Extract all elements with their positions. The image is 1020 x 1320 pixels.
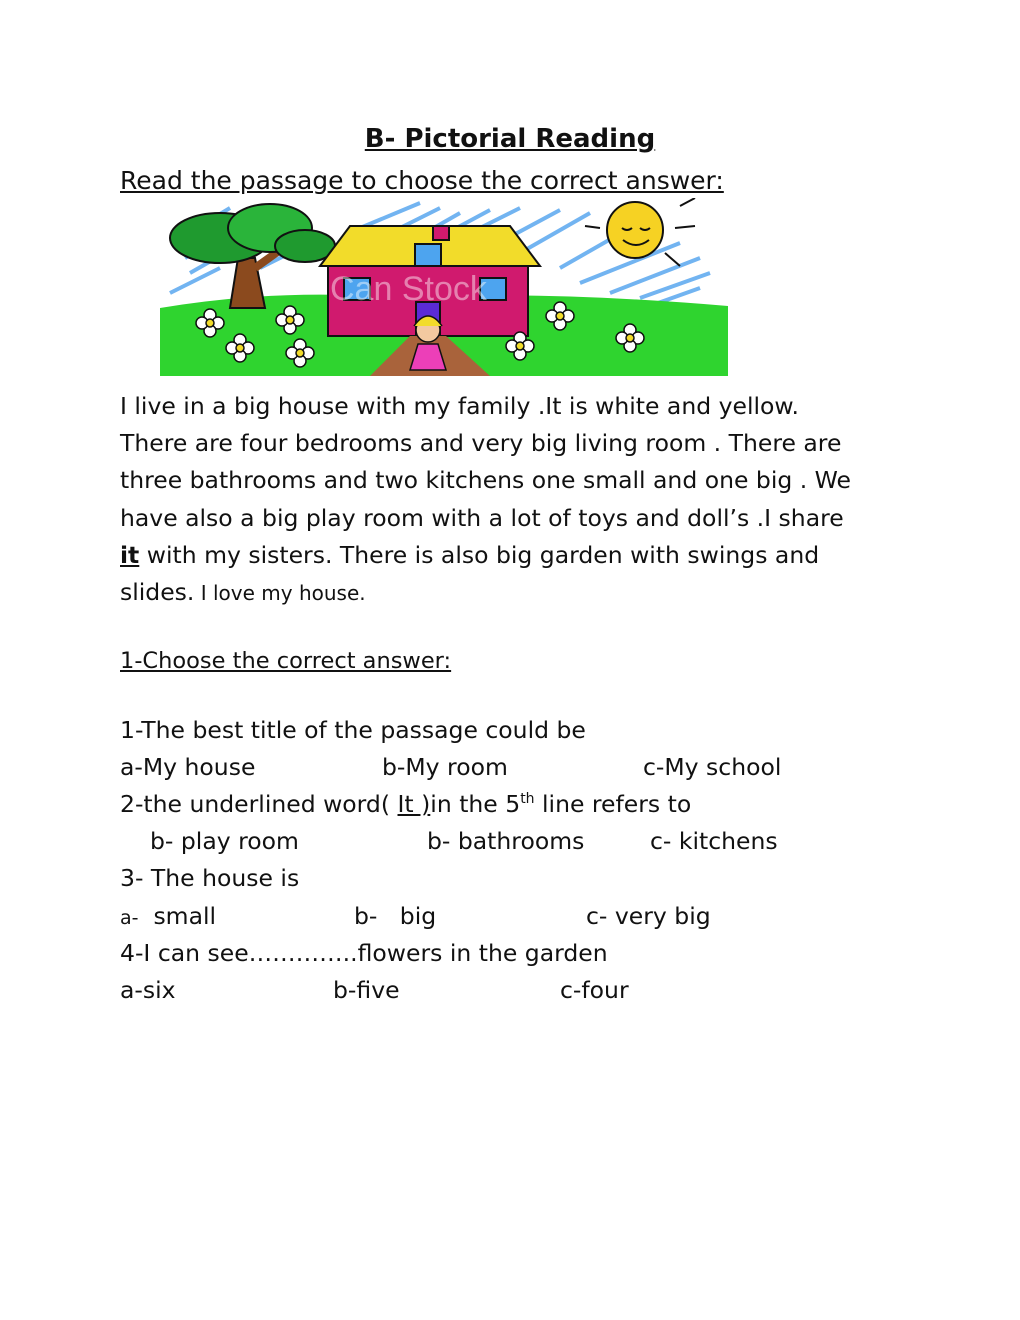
q2-option-3: c- kitchens bbox=[650, 827, 778, 855]
passage-line: three bathrooms and two kitchens one small and one big . We bbox=[120, 466, 852, 495]
question-3: 3- The house is bbox=[120, 864, 300, 892]
q2-option-2: b- bathrooms bbox=[427, 827, 585, 855]
passage-line: I live in a big house with my family .It is white and yellow. bbox=[120, 392, 799, 420]
house-illustration bbox=[160, 198, 728, 376]
q3-option-c: c- very big bbox=[586, 902, 711, 930]
question-2: 2-the underlined word( It )in the 5th line refers to bbox=[120, 790, 692, 818]
passage-line: it with my sisters. There is also big garden with swings and bbox=[120, 540, 820, 569]
passage-line: have also a big play room with a lot of toys and doll’s .I share bbox=[120, 503, 844, 532]
sun bbox=[585, 198, 695, 266]
watermark: Can Stock bbox=[330, 270, 487, 308]
question-1: 1-The best title of the passage could be bbox=[120, 716, 586, 744]
q1-option-b: b-My room bbox=[382, 753, 508, 781]
passage bbox=[120, 388, 910, 612]
q3-option-b: b- big bbox=[354, 902, 437, 930]
q4-option-a: a-six bbox=[120, 976, 176, 1004]
passage-line: slides. I love my house. bbox=[120, 578, 366, 607]
question-4: 4-I can see…………..flowers in the garden bbox=[120, 939, 608, 967]
q4-option-c: c-four bbox=[560, 976, 629, 1004]
passage-line: There are four bedrooms and very big living room . There are bbox=[120, 429, 842, 458]
tree bbox=[170, 204, 335, 308]
page-title: B- Pictorial Reading bbox=[364, 124, 656, 154]
q1-option-a: a-My house bbox=[120, 753, 256, 781]
q2-option-1: b- play room bbox=[150, 827, 299, 855]
referent-word: it bbox=[120, 540, 140, 569]
q3-option-a: a- small bbox=[120, 902, 217, 930]
q1-option-c: c-My school bbox=[643, 753, 782, 781]
instruction: Read the passage to choose the correct answer: bbox=[120, 166, 724, 195]
section-title: 1-Choose the correct answer: bbox=[120, 648, 452, 674]
q4-option-b: b-five bbox=[333, 976, 400, 1004]
